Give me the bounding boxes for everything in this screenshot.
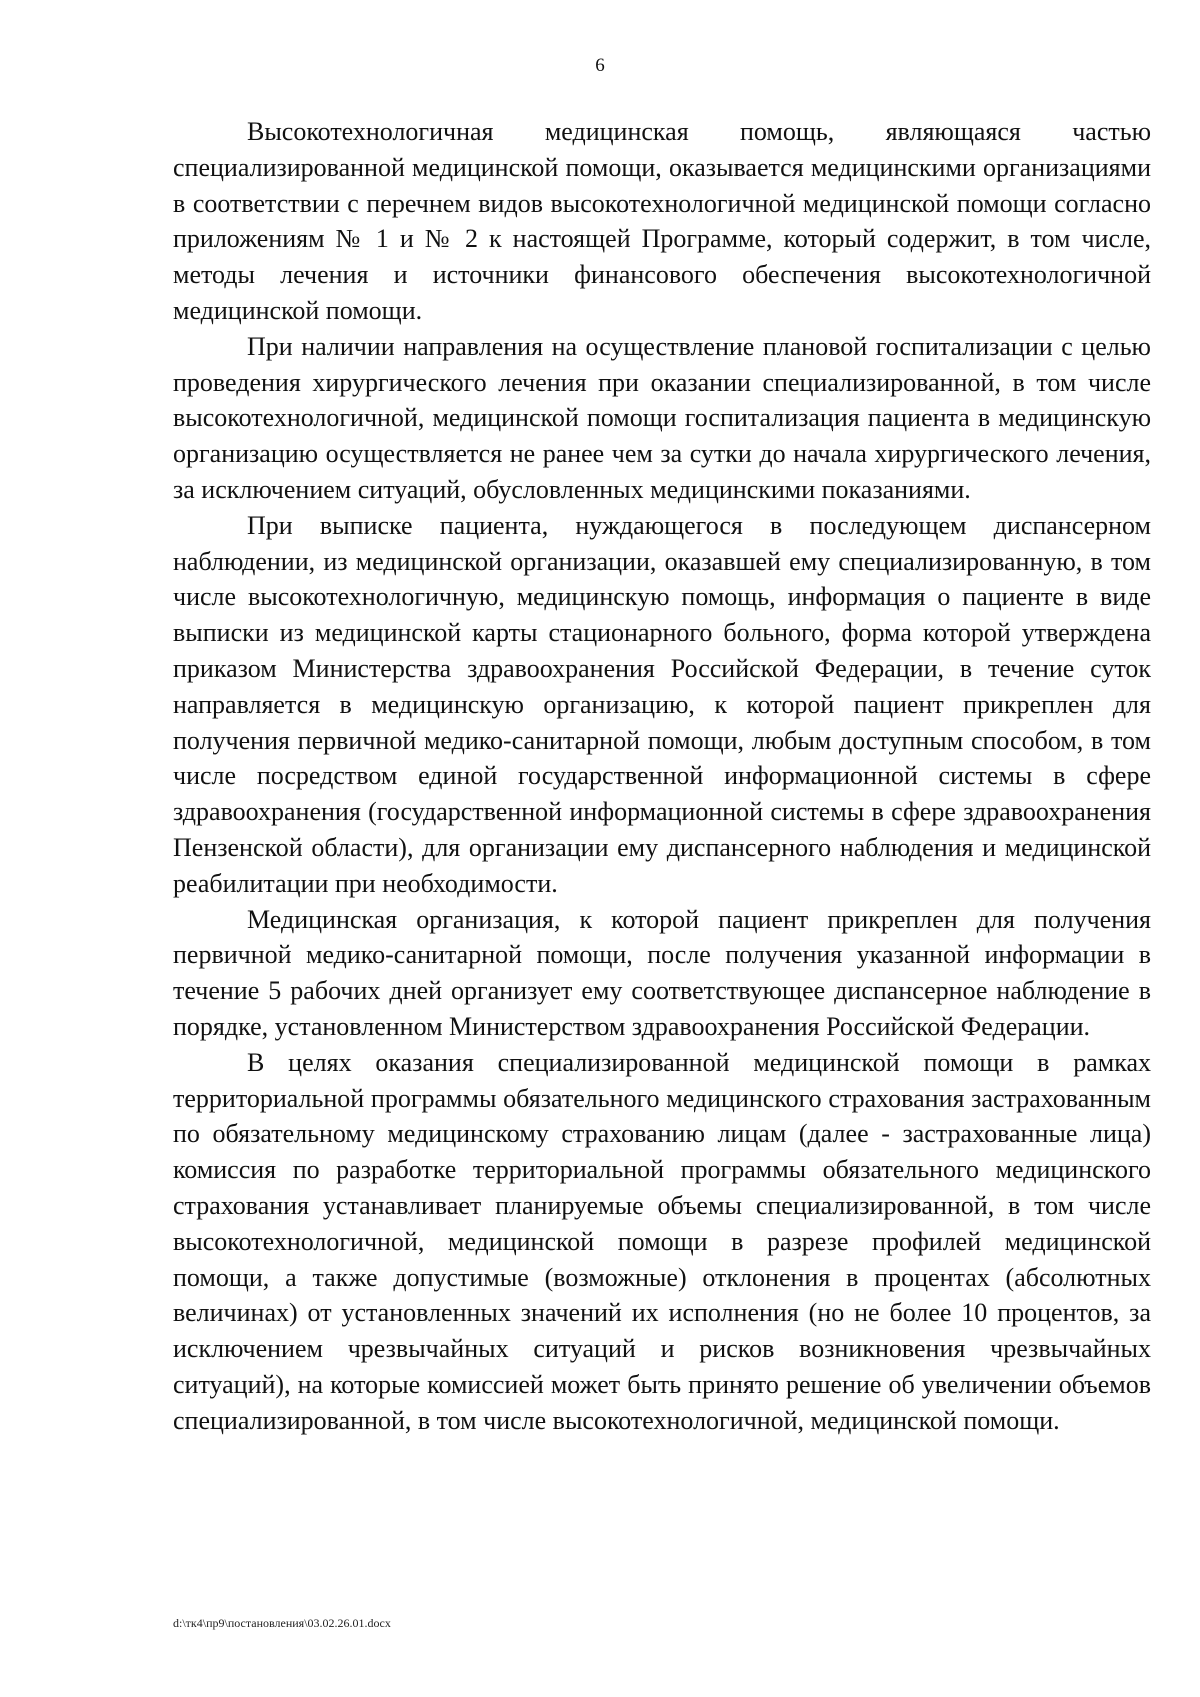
document-body bbox=[173, 114, 1151, 1438]
paragraph-dispensary-observation: Медицинская организация, к которой пациент прикреплен для получения первичной медико-санитарной помощи, после получения указанной информации в течение 5 рабочих дней организует ему соответствующее диспансерное наблюдение в порядке, установленном Министерством здравоохранения Российской Федерации. bbox=[173, 904, 1151, 1041]
paragraph-planned-hospitalization: При наличии направления на осуществление плановой госпитализации с целью проведения хирургического лечения при оказании специализированной, в том числе высокотехнологичной, медицинской помощи госпитализация пациента в медицинскую организацию осуществляется не ранее чем за сутки до начала хирургического лечения, за исключением ситуаций, обусловленных медицинскими показаниями. bbox=[173, 331, 1151, 504]
paragraph-high-tech-care: Высокотехнологичная медицинская помощь, являющаяся частью специализированной медицинской помощи, оказывается медицинскими организациями в соответствии с перечнем видов высокотехнологичной медицинской помощи согласно приложениям № 1 и № 2 к настоящей Программе, который содержит, в том числе, методы лечения и источники финансового обеспечения высокотехнологичной медицинской помощи. bbox=[173, 117, 1151, 325]
paragraph-patient-discharge: При выписке пациента, нуждающегося в последующем диспансерном наблюдении, из медицинской организации, оказавшей ему специализированную, в том числе высокотехнологичную, медицинскую помощь, информация о пациенте в виде выписки из медицинской карты стационарного больного, форма которой утверждена приказом Министерства здравоохранения Российской Федерации, в течение суток направляется в медицинскую организацию, к которой пациент прикреплен для получения первичной медико-санитарной помощи, любым доступным способом, в том числе посредством единой государственной информационной системы в сфере здравоохранения (государственной информационной системы в сфере здравоохранения Пензенской области), для организации ему диспансерного наблюдения и медицинской реабилитации при необходимости. bbox=[173, 510, 1151, 898]
page-number: 6 bbox=[595, 55, 605, 76]
footer-file-path: d:\тк4\пр9\постановления\03.02.26.01.docx bbox=[173, 1616, 391, 1630]
paragraph-oms-volumes: В целях оказания специализированной медицинской помощи в рамках территориальной программы обязательного медицинского страхования застрахованным по обязательному медицинскому страхованию лицам (далее - застрахованные лица) комиссия по разработке территориальной программы обязательного медицинского страхования устанавливает планируемые объемы специализированной, в том числе высокотехнологичной, медицинской помощи в разрезе профилей медицинской помощи, а также допустимые (возможные) отклонения в процентах (абсолютных величинах) от установленных значений их исполнения (но не более 10 процентов, за исключением чрезвычайных ситуаций и рисков возникновения чрезвычайных ситуаций), на которые комиссией может быть принято решение об увеличении объемов специализированной, в том числе высокотехнологичной, медицинской помощи. bbox=[173, 1047, 1151, 1435]
